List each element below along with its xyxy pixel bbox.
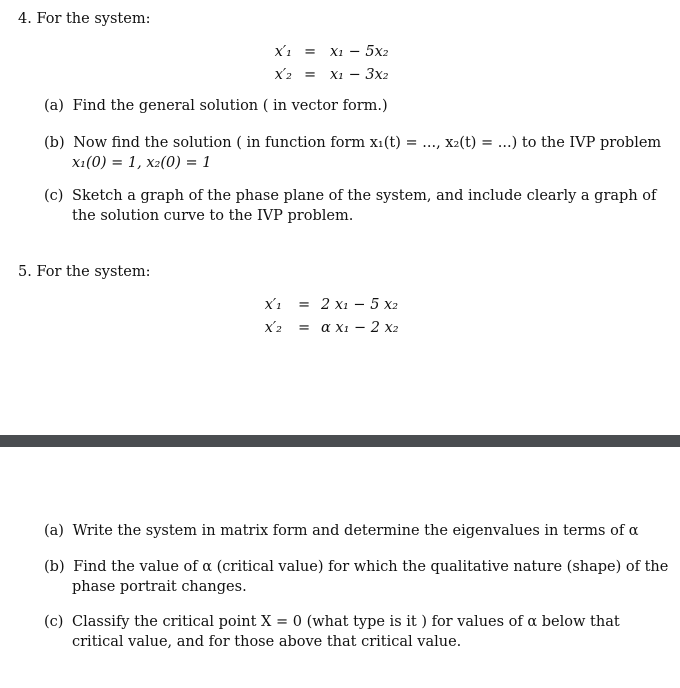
part-label: (b) [44, 135, 65, 151]
equation-equals: = [304, 44, 317, 60]
problem-4-equation-1 [0, 44, 680, 64]
equation-rhs: x₁ − 3x₂ [330, 67, 389, 83]
problem-4-heading: 4. For the system: [18, 11, 151, 27]
part-text-line-1: Write the system in matrix form and determine the eigenvalues in terms of α [72, 523, 639, 539]
equation-equals: = [304, 67, 317, 83]
problem-4-part-b [44, 133, 661, 153]
part-label: (c) [44, 614, 64, 630]
part-text-line-1: Sketch a graph of the phase plane of the system, and include clearly a graph of [72, 188, 657, 204]
equation-lhs: x′₁ [274, 44, 292, 60]
problem-5-part-a [44, 521, 639, 541]
part-text-line-1: Find the value of α (critical value) for which the qualitative nature (shape) of the [73, 559, 669, 575]
equation-lhs: x′₂ [274, 67, 292, 83]
problem-4-part-b-initial-conditions: x₁(0) = 1, x₂(0) = 1 [72, 155, 212, 171]
problem-5-part-b [44, 557, 668, 577]
part-text-line-1: Classify the critical point X = 0 (what type is it ) for values of α below that [72, 614, 620, 630]
problem-4-part-c [44, 186, 656, 206]
equation-equals: = [298, 320, 311, 336]
equation-rhs: α x₁ − 2 x₂ [321, 320, 399, 336]
part-text-line-1: Find the general solution ( in vector form.) [72, 98, 388, 114]
problem-4-part-c-line-2: the solution curve to the IVP problem. [72, 208, 354, 224]
problem-4-equation-2 [0, 67, 680, 87]
equation-rhs: 2 x₁ − 5 x₂ [321, 297, 399, 313]
equation-equals: = [298, 297, 311, 313]
problem-5-part-c [44, 612, 620, 632]
problem-5-equation-2 [0, 320, 680, 340]
part-label: (a) [44, 98, 64, 114]
part-label: (a) [44, 523, 64, 539]
problem-5-part-b-line-2: phase portrait changes. [72, 579, 247, 595]
part-label: (c) [44, 188, 64, 204]
equation-rhs: x₁ − 5x₂ [330, 44, 389, 60]
part-text-line-1: Now find the solution ( in function form x₁(t) = ..., x₂(t) = ...) to the IVP problem [73, 135, 662, 151]
equation-lhs: x′₂ [264, 320, 282, 336]
page-divider [0, 435, 680, 447]
problem-5-heading: 5. For the system: [18, 264, 151, 280]
equation-lhs: x′₁ [264, 297, 282, 313]
problem-5-equation-1 [0, 297, 680, 317]
problem-5-part-c-line-2: critical value, and for those above that critical value. [72, 634, 462, 650]
problem-4-part-a [44, 96, 388, 116]
part-label: (b) [44, 559, 65, 575]
